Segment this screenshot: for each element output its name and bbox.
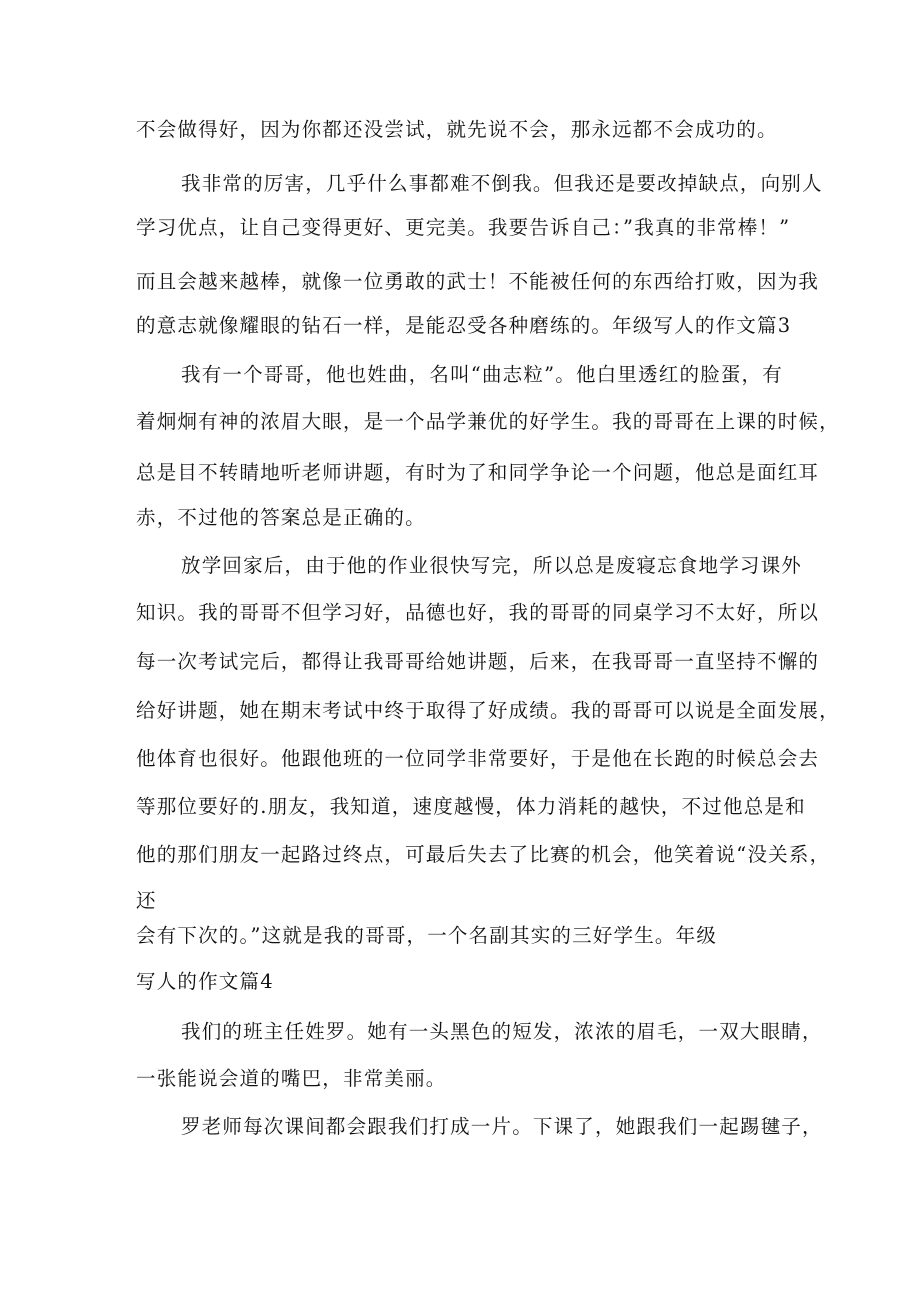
- text-line: 他体育也很好。他跟他班的一位同学非常要好，于是他在长跑的时候总会去: [136, 747, 820, 770]
- text-line: 会有下次的。”这就是我的哥哥，一个名副其实的三好学生。年级: [136, 924, 718, 947]
- text-line: 总是目不转睛地听老师讲题，有时为了和同学争论一个问题，他总是面红耳: [136, 461, 820, 484]
- paragraph-start-line: 我非常的厉害，几乎什么事都难不倒我。但我还是要改掉缺点，向别人: [181, 172, 823, 195]
- paragraph-start-line: 放学回家后，由于他的作业很快写完，所以总是废寝忘食地学习课外: [181, 554, 803, 577]
- paragraph-start-line: 我有一个哥哥，他也姓曲，名叫“曲志粒”。他白里透红的脸蛋，有: [181, 363, 783, 386]
- text-line: 还: [136, 889, 157, 912]
- text-line: 写人的作文篇4: [136, 970, 274, 993]
- text-line: 着炯炯有神的浓眉大眼，是一个品学兼优的好学生。我的哥哥在上课的时候，: [136, 410, 840, 433]
- text-line: 不会做得好，因为你都还没尝试，就先说不会，那永远都不会成功的。: [136, 118, 778, 141]
- text-line: 等那位要好的.朋友，我知道，速度越慢，体力消耗的越快，不过他总是和: [136, 795, 806, 818]
- text-line: 而且会越来越棒，就像一位勇敢的武士！不能被任何的东西给打败，因为我: [136, 270, 820, 293]
- text-line: 学习优点，让自己变得更好、更完美。我要告诉自己：”我真的非常棒！”: [136, 216, 791, 239]
- text-line: 他的那们朋友一起路过终点，可最后失去了比赛的机会，他笑着说“没关系，: [136, 843, 831, 866]
- paragraph-start-line: 罗老师每次课间都会跟我们打成一片。下课了，她跟我们一起踢毽子，: [181, 1115, 823, 1138]
- text-line: 一张能说会道的嘴巴，非常美丽。: [136, 1067, 447, 1090]
- text-line: 赤，不过他的答案总是正确的。: [136, 506, 426, 529]
- paragraph-start-line: 我们的班主任姓罗。她有一头黑色的短发，浓浓的眉毛，一双大眼睛，: [181, 1020, 823, 1043]
- text-line: 每一次考试完后，都得让我哥哥给她讲题，后来，在我哥哥一直坚持不懈的: [136, 650, 820, 673]
- text-line: 给好讲题，她在期末考试中终于取得了好成绩。我的哥哥可以说是全面发展，: [136, 699, 840, 722]
- text-line: 的意志就像耀眼的钻石一样，是能忍受各种磨练的。年级写人的作文篇3: [136, 314, 792, 337]
- text-line: 知识。我的哥哥不但学习好，品德也好，我的哥哥的同桌学习不太好，所以: [136, 601, 820, 624]
